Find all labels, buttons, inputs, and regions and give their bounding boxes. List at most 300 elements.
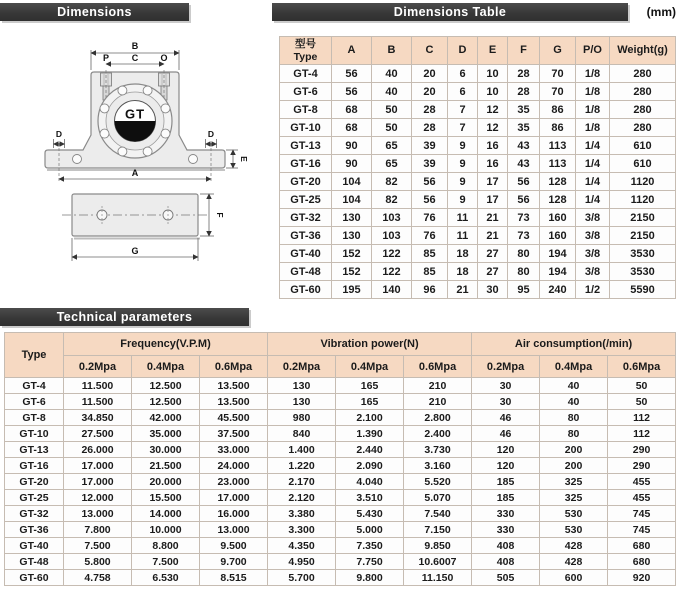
value-cell: 50 (372, 119, 412, 137)
table-row (280, 209, 676, 227)
table-row (280, 281, 676, 299)
table-row (280, 83, 676, 101)
value-cell: 745 (608, 522, 676, 538)
value-cell: 8.515 (200, 570, 268, 586)
value-cell: 82 (372, 191, 412, 209)
row-type-cell: GT-6 (280, 83, 332, 101)
value-cell: 65 (372, 155, 412, 173)
value-cell: 7.800 (64, 522, 132, 538)
value-cell: 76 (412, 227, 448, 245)
row-type-cell: GT-10 (5, 426, 64, 442)
table-row (5, 458, 676, 474)
value-cell: 7.150 (404, 522, 472, 538)
value-cell: 86 (540, 101, 576, 119)
sub-header-freq-04: 0.4Mpa (132, 356, 200, 378)
dim-label-B: B (131, 41, 139, 51)
dimensions-table-title: Dimensions Table (393, 5, 507, 19)
tech-table-group-header-row (5, 333, 676, 356)
value-cell: 113 (540, 155, 576, 173)
dim-label-D-right: D (207, 129, 215, 139)
value-cell: 195 (332, 281, 372, 299)
value-cell: 455 (608, 490, 676, 506)
value-cell: 1.390 (336, 426, 404, 442)
sub-header-air-02: 0.2Mpa (472, 356, 540, 378)
value-cell: 13.500 (200, 394, 268, 410)
value-cell: 194 (540, 263, 576, 281)
dim-E (226, 150, 238, 168)
value-cell: 13.000 (64, 506, 132, 522)
table-row (5, 522, 676, 538)
col-header-C: C (412, 37, 448, 65)
value-cell: 27.500 (64, 426, 132, 442)
value-cell: 128 (540, 173, 576, 191)
vibrator-side-view (62, 194, 208, 239)
value-cell: 2.100 (336, 410, 404, 426)
value-cell: 104 (332, 173, 372, 191)
value-cell: 35.000 (132, 426, 200, 442)
value-cell: 43 (508, 155, 540, 173)
dimensions-table-header-row (280, 37, 676, 65)
col-header-type: Type (5, 333, 64, 378)
value-cell: 7.350 (336, 538, 404, 554)
value-cell: 40 (540, 378, 608, 394)
value-cell: 680 (608, 554, 676, 570)
value-cell: 325 (540, 474, 608, 490)
value-cell: 200 (540, 458, 608, 474)
value-cell: 7.500 (132, 554, 200, 570)
row-type-cell: GT-16 (280, 155, 332, 173)
value-cell: 130 (332, 209, 372, 227)
value-cell: 20 (412, 83, 448, 101)
value-cell: 16 (478, 137, 508, 155)
row-type-cell: GT-4 (5, 378, 64, 394)
sub-header-freq-06: 0.6Mpa (200, 356, 268, 378)
dimensions-table-section-header (272, 3, 628, 21)
value-cell: 10.000 (132, 522, 200, 538)
value-cell: 70 (540, 83, 576, 101)
value-cell: 34.850 (64, 410, 132, 426)
units-label: (mm) (646, 5, 676, 19)
value-cell: 17.000 (64, 458, 132, 474)
value-cell: 9.500 (200, 538, 268, 554)
value-cell: 1/4 (576, 137, 610, 155)
row-type-cell: GT-13 (280, 137, 332, 155)
value-cell: 5.800 (64, 554, 132, 570)
value-cell: 14.000 (132, 506, 200, 522)
value-cell: 56 (508, 191, 540, 209)
value-cell: 28 (508, 83, 540, 101)
row-type-cell: GT-16 (5, 458, 64, 474)
value-cell: 600 (540, 570, 608, 586)
table-row (280, 155, 676, 173)
value-cell: 37.500 (200, 426, 268, 442)
value-cell: 2.400 (404, 426, 472, 442)
value-cell: 330 (472, 522, 540, 538)
value-cell: 1120 (610, 191, 676, 209)
value-cell: 3530 (610, 245, 676, 263)
value-cell: 7 (448, 119, 478, 137)
col-header-type (280, 37, 332, 65)
value-cell: 240 (540, 281, 576, 299)
value-cell: 23.000 (200, 474, 268, 490)
col-header-E: E (478, 37, 508, 65)
value-cell: 9.700 (200, 554, 268, 570)
value-cell: 280 (610, 65, 676, 83)
value-cell: 21.500 (132, 458, 200, 474)
table-row (5, 474, 676, 490)
row-type-cell: GT-48 (5, 554, 64, 570)
value-cell: 185 (472, 474, 540, 490)
value-cell: 7 (448, 101, 478, 119)
value-cell: 10 (478, 65, 508, 83)
table-row (280, 119, 676, 137)
value-cell: 73 (508, 209, 540, 227)
value-cell: 12 (478, 101, 508, 119)
value-cell: 3.510 (336, 490, 404, 506)
value-cell: 3/8 (576, 245, 610, 263)
table-row (5, 442, 676, 458)
value-cell: 28 (412, 119, 448, 137)
value-cell: 152 (332, 263, 372, 281)
col-header-A: A (332, 37, 372, 65)
value-cell: 8.800 (132, 538, 200, 554)
table-row (5, 410, 676, 426)
value-cell: 160 (540, 227, 576, 245)
value-cell: 40 (540, 394, 608, 410)
value-cell: 5.000 (336, 522, 404, 538)
table-row (5, 426, 676, 442)
value-cell: 16 (478, 155, 508, 173)
value-cell: 96 (412, 281, 448, 299)
value-cell: 4.350 (268, 538, 336, 554)
value-cell: 45.500 (200, 410, 268, 426)
product-label: GT (124, 106, 146, 122)
value-cell: 85 (412, 245, 448, 263)
col-header-PO: P/O (576, 37, 610, 65)
value-cell: 3/8 (576, 263, 610, 281)
row-type-cell: GT-4 (280, 65, 332, 83)
value-cell: 42.000 (132, 410, 200, 426)
value-cell: 28 (412, 101, 448, 119)
value-cell: 2150 (610, 227, 676, 245)
value-cell: 840 (268, 426, 336, 442)
value-cell: 68 (332, 119, 372, 137)
row-type-cell: GT-40 (5, 538, 64, 554)
value-cell: 1/2 (576, 281, 610, 299)
value-cell: 680 (608, 538, 676, 554)
value-cell: 3530 (610, 263, 676, 281)
value-cell: 13.500 (200, 378, 268, 394)
value-cell: 103 (372, 227, 412, 245)
value-cell: 11 (448, 227, 478, 245)
value-cell: 68 (332, 101, 372, 119)
table-row (280, 245, 676, 263)
sub-header-vib-02: 0.2Mpa (268, 356, 336, 378)
value-cell: 24.000 (200, 458, 268, 474)
vibrator-front-view (45, 70, 225, 183)
value-cell: 3.380 (268, 506, 336, 522)
value-cell: 70 (540, 65, 576, 83)
sub-header-air-06: 0.6Mpa (608, 356, 676, 378)
value-cell: 128 (540, 191, 576, 209)
value-cell: 2150 (610, 209, 676, 227)
value-cell: 56 (508, 173, 540, 191)
value-cell: 11 (448, 209, 478, 227)
row-type-cell: GT-36 (5, 522, 64, 538)
technical-parameters-title: Technical parameters (56, 310, 193, 324)
value-cell: 9.800 (336, 570, 404, 586)
group-header-vibration-power: Vibration power(N) (268, 333, 472, 356)
value-cell: 122 (372, 245, 412, 263)
value-cell: 12.000 (64, 490, 132, 506)
col-header-type-cn: 型号 (295, 38, 316, 51)
value-cell: 11.500 (64, 378, 132, 394)
value-cell: 17.000 (200, 490, 268, 506)
value-cell: 4.040 (336, 474, 404, 490)
value-cell: 46 (472, 410, 540, 426)
value-cell: 408 (472, 554, 540, 570)
sub-header-vib-04: 0.4Mpa (336, 356, 404, 378)
row-type-cell: GT-20 (280, 173, 332, 191)
sub-header-vib-06: 0.6Mpa (404, 356, 472, 378)
value-cell: 7.750 (336, 554, 404, 570)
value-cell: 408 (472, 538, 540, 554)
value-cell: 39 (412, 155, 448, 173)
value-cell: 95 (508, 281, 540, 299)
value-cell: 165 (336, 394, 404, 410)
value-cell: 2.440 (336, 442, 404, 458)
value-cell: 610 (610, 137, 676, 155)
row-type-cell: GT-60 (280, 281, 332, 299)
value-cell: 194 (540, 245, 576, 263)
value-cell: 16.000 (200, 506, 268, 522)
value-cell: 46 (472, 426, 540, 442)
value-cell: 5.520 (404, 474, 472, 490)
col-header-B: B (372, 37, 412, 65)
value-cell: 9 (448, 137, 478, 155)
value-cell: 2.120 (268, 490, 336, 506)
value-cell: 130 (332, 227, 372, 245)
table-row (280, 173, 676, 191)
row-type-cell: GT-8 (280, 101, 332, 119)
table-row (280, 263, 676, 281)
value-cell: 1/4 (576, 191, 610, 209)
value-cell: 1/8 (576, 119, 610, 137)
table-row (280, 191, 676, 209)
value-cell: 26.000 (64, 442, 132, 458)
value-cell: 9 (448, 173, 478, 191)
value-cell: 15.500 (132, 490, 200, 506)
col-header-weight: Weight(g) (610, 37, 676, 65)
value-cell: 130 (268, 378, 336, 394)
value-cell: 610 (610, 155, 676, 173)
value-cell: 11.150 (404, 570, 472, 586)
value-cell: 3.160 (404, 458, 472, 474)
col-header-F: F (508, 37, 540, 65)
value-cell: 50 (372, 101, 412, 119)
table-row (5, 394, 676, 410)
value-cell: 130 (268, 394, 336, 410)
value-cell: 27 (478, 263, 508, 281)
value-cell: 4.758 (64, 570, 132, 586)
value-cell: 82 (372, 173, 412, 191)
technical-parameters-table (4, 332, 676, 586)
value-cell: 1.400 (268, 442, 336, 458)
value-cell: 40 (372, 83, 412, 101)
value-cell: 120 (472, 458, 540, 474)
row-type-cell: GT-25 (5, 490, 64, 506)
dimensions-title: Dimensions (57, 5, 132, 19)
value-cell: 86 (540, 119, 576, 137)
value-cell: 2.170 (268, 474, 336, 490)
value-cell: 90 (332, 155, 372, 173)
value-cell: 56 (412, 173, 448, 191)
value-cell: 13.000 (200, 522, 268, 538)
value-cell: 330 (472, 506, 540, 522)
value-cell: 40 (372, 65, 412, 83)
value-cell: 9 (448, 191, 478, 209)
col-header-type-en: Type (293, 50, 318, 63)
value-cell: 30 (478, 281, 508, 299)
value-cell: 7.500 (64, 538, 132, 554)
value-cell: 2.090 (336, 458, 404, 474)
value-cell: 160 (540, 209, 576, 227)
table-row (5, 506, 676, 522)
value-cell: 1120 (610, 173, 676, 191)
value-cell: 18 (448, 245, 478, 263)
value-cell: 12.500 (132, 394, 200, 410)
value-cell: 43 (508, 137, 540, 155)
value-cell: 5590 (610, 281, 676, 299)
value-cell: 76 (412, 209, 448, 227)
value-cell: 280 (610, 119, 676, 137)
value-cell: 103 (372, 209, 412, 227)
value-cell: 280 (610, 83, 676, 101)
value-cell: 5.430 (336, 506, 404, 522)
value-cell: 65 (372, 137, 412, 155)
value-cell: 30 (472, 378, 540, 394)
table-row (280, 137, 676, 155)
value-cell: 33.000 (200, 442, 268, 458)
table-row (5, 554, 676, 570)
table-row (5, 538, 676, 554)
row-type-cell: GT-25 (280, 191, 332, 209)
value-cell: 428 (540, 538, 608, 554)
value-cell: 6 (448, 65, 478, 83)
dim-label-E: E (239, 156, 249, 162)
value-cell: 12.500 (132, 378, 200, 394)
value-cell: 280 (610, 101, 676, 119)
dim-label-P: P (102, 53, 110, 63)
value-cell: 21 (478, 209, 508, 227)
value-cell: 56 (332, 65, 372, 83)
value-cell: 39 (412, 137, 448, 155)
value-cell: 35 (508, 101, 540, 119)
value-cell: 122 (372, 263, 412, 281)
table-row (5, 570, 676, 586)
value-cell: 90 (332, 137, 372, 155)
value-cell: 12 (478, 119, 508, 137)
value-cell: 140 (372, 281, 412, 299)
value-cell: 113 (540, 137, 576, 155)
value-cell: 21 (478, 227, 508, 245)
technical-parameters-section-header (0, 308, 249, 326)
value-cell: 28 (508, 65, 540, 83)
table-row (280, 101, 676, 119)
value-cell: 50 (608, 378, 676, 394)
value-cell: 73 (508, 227, 540, 245)
row-type-cell: GT-32 (280, 209, 332, 227)
value-cell: 30.000 (132, 442, 200, 458)
row-type-cell: GT-20 (5, 474, 64, 490)
dim-label-O: O (160, 53, 168, 63)
row-type-cell: GT-32 (5, 506, 64, 522)
value-cell: 20.000 (132, 474, 200, 490)
value-cell: 1/4 (576, 155, 610, 173)
value-cell: 80 (508, 263, 540, 281)
table-row (5, 490, 676, 506)
row-type-cell: GT-48 (280, 263, 332, 281)
value-cell: 7.540 (404, 506, 472, 522)
value-cell: 112 (608, 426, 676, 442)
value-cell: 10 (478, 83, 508, 101)
row-type-cell: GT-40 (280, 245, 332, 263)
value-cell: 80 (540, 426, 608, 442)
value-cell: 80 (508, 245, 540, 263)
dimensions-section-header (0, 3, 189, 21)
value-cell: 455 (608, 474, 676, 490)
value-cell: 30 (472, 394, 540, 410)
value-cell: 17.000 (64, 474, 132, 490)
sub-header-air-04: 0.4Mpa (540, 356, 608, 378)
value-cell: 325 (540, 490, 608, 506)
value-cell: 112 (608, 410, 676, 426)
dim-label-D-left: D (55, 129, 63, 139)
value-cell: 200 (540, 442, 608, 458)
dimensions-table (279, 36, 676, 299)
value-cell: 120 (472, 442, 540, 458)
row-type-cell: GT-60 (5, 570, 64, 586)
value-cell: 6 (448, 83, 478, 101)
value-cell: 3/8 (576, 227, 610, 245)
dim-label-C: C (131, 53, 139, 63)
value-cell: 210 (404, 378, 472, 394)
value-cell: 3.730 (404, 442, 472, 458)
value-cell: 35 (508, 119, 540, 137)
value-cell: 1/8 (576, 65, 610, 83)
value-cell: 290 (608, 442, 676, 458)
sub-header-freq-02: 0.2Mpa (64, 356, 132, 378)
table-row (5, 378, 676, 394)
value-cell: 21 (448, 281, 478, 299)
value-cell: 980 (268, 410, 336, 426)
value-cell: 2.800 (404, 410, 472, 426)
value-cell: 185 (472, 490, 540, 506)
group-header-frequency: Frequency(V.P.M) (64, 333, 268, 356)
dim-label-A: A (131, 168, 139, 178)
group-header-air-consumption: Air consumption(/min) (472, 333, 676, 356)
value-cell: 5.700 (268, 570, 336, 586)
row-type-cell: GT-6 (5, 394, 64, 410)
col-header-D: D (448, 37, 478, 65)
value-cell: 3/8 (576, 209, 610, 227)
value-cell: 5.070 (404, 490, 472, 506)
value-cell: 9 (448, 155, 478, 173)
value-cell: 6.530 (132, 570, 200, 586)
row-type-cell: GT-36 (280, 227, 332, 245)
dimension-drawing (25, 26, 255, 274)
value-cell: 85 (412, 263, 448, 281)
